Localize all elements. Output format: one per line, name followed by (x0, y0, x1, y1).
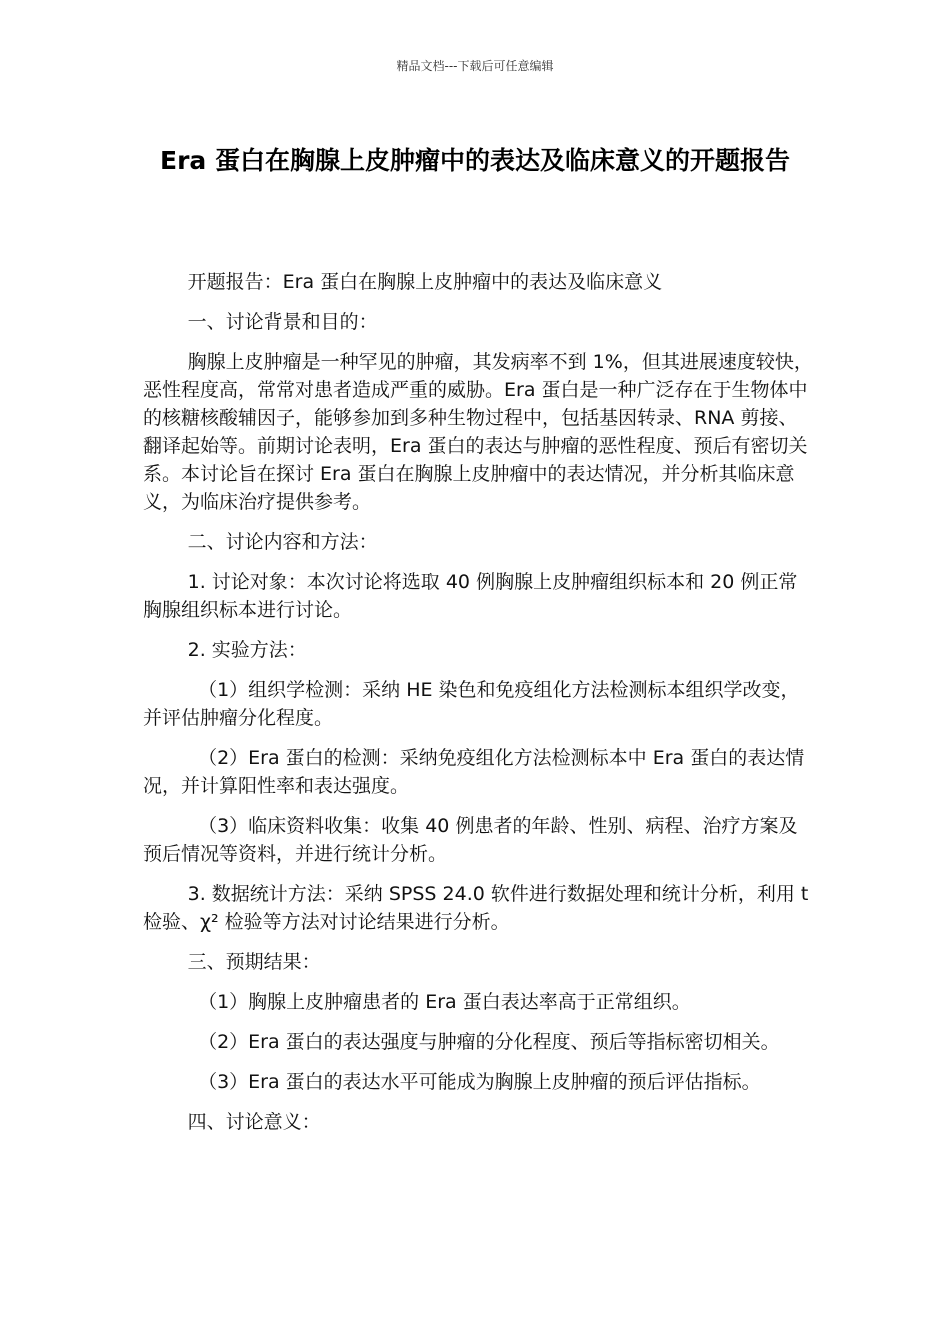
paragraph-statistics: 3. 数据统计方法：采纳 SPSS 24.0 软件进行数据处理和统计分析，利用 t 检验、χ² 检验等方法对讨论结果进行分析。 (143, 883, 815, 933)
paragraph-histology: （1）组织学检测：采纳 HE 染色和免疫组化方法检测标本组织学改变，并评估肿瘤分化程度。 (143, 679, 800, 729)
heading-background: 一、讨论背景和目的： (187, 311, 378, 333)
result-item-2: （2）Era 蛋白的表达强度与肿瘤的分化程度、预后等指标密切相关。 (198, 1031, 780, 1053)
result-item-1: （1）胸腺上皮肿瘤患者的 Era 蛋白表达率高于正常组织。 (198, 991, 691, 1013)
document-body (143, 268, 815, 1148)
heading-expected-results: 三、预期结果： (187, 951, 321, 973)
paragraph-era-detection: （2）Era 蛋白的检测：采纳免疫组化方法检测标本中 Era 蛋白的表达情况，并计算阳性率和表达强度。 (143, 747, 805, 797)
heading-significance: 四、讨论意义： (187, 1111, 321, 1133)
paragraph-subjects: 1. 讨论对象：本次讨论将选取 40 例胸腺上皮肿瘤组织标本和 20 例正常胸腺组织标本进行讨论。 (143, 571, 798, 621)
paragraph-report-topic: 开题报告：Era 蛋白在胸腺上皮肿瘤中的表达及临床意义 (187, 271, 663, 293)
heading-experiment: 2. 实验方法： (187, 639, 307, 661)
paragraph-background: 胸腺上皮肿瘤是一种罕见的肿瘤，其发病率不到 1%，但其进展速度较快，恶性程度高，常常对患者造成严重的威胁。Era 蛋白是一种广泛存在于生物体中的核糖核酸辅因子，能够参加到多种生物过程中，包括基因转录、RNA 剪接、翻译起始等。前期讨论表明，Era 蛋白的表达与肿瘤的恶性程度、预后有密切关系。本讨论旨在探讨 Era 蛋白在胸腺上皮肿瘤中的表达情况，并分析其临床意义，为临床治疗提供参考。 (143, 351, 813, 513)
paragraph-clinical-data: （3）临床资料收集：收集 40 例患者的年龄、性别、病程、治疗方案及预后情况等资料，并进行统计分析。 (143, 815, 798, 865)
result-item-3: （3）Era 蛋白的表达水平可能成为胸腺上皮肿瘤的预后评估指标。 (198, 1071, 761, 1093)
header-note: 精品文档---下载后可任意编辑 (396, 59, 554, 73)
heading-methods: 二、讨论内容和方法： (187, 531, 378, 553)
document-title: Era 蛋白在胸腺上皮肿瘤中的表达及临床意义的开题报告 (160, 146, 790, 175)
